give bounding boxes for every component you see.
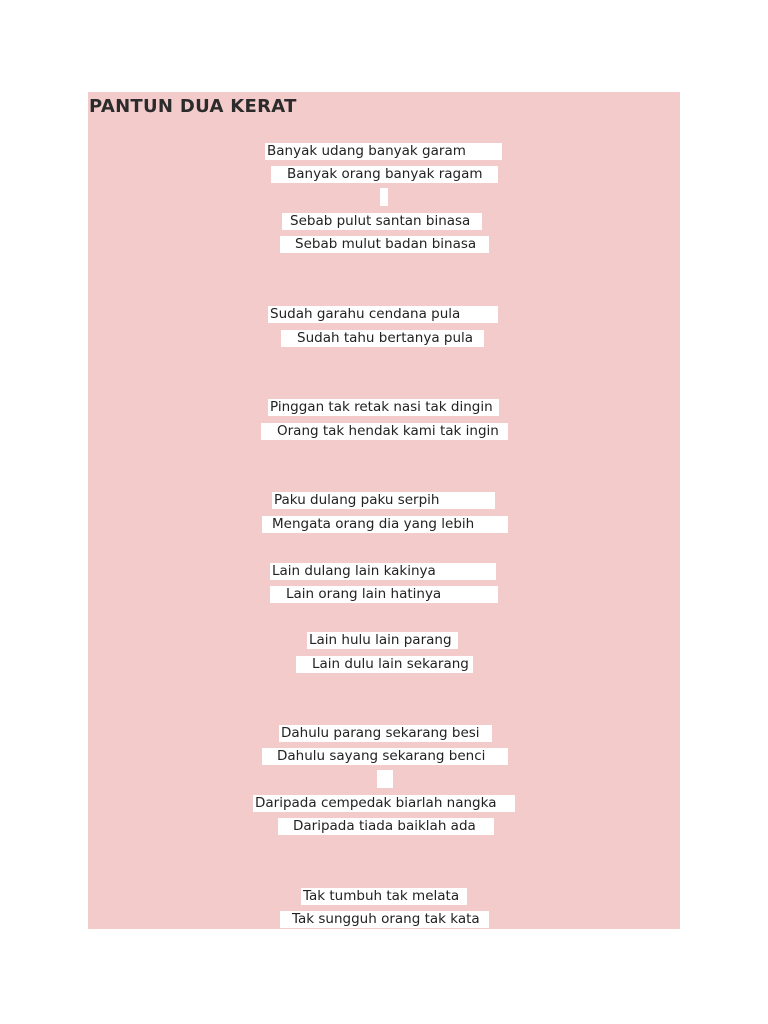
poem-line: Lain orang lain hatinya <box>270 586 498 603</box>
blank-line-marker <box>377 770 393 788</box>
poem-line: Dahulu sayang sekarang benci <box>262 748 508 765</box>
poem-line: Pinggan tak retak nasi tak dingin <box>268 399 499 416</box>
poem-line: Dahulu parang sekarang besi <box>279 725 492 742</box>
poem-line: Sebab pulut santan binasa <box>282 213 482 230</box>
poem-line: Lain hulu lain parang <box>307 632 458 649</box>
poem-line: Banyak udang banyak garam <box>265 143 502 160</box>
document-title: PANTUN DUA KERAT <box>89 96 297 117</box>
poem-line: Lain dulang lain kakinya <box>270 563 496 580</box>
poem-line: Daripada cempedak biarlah nangka <box>253 795 515 812</box>
poem-line: Banyak orang banyak ragam <box>271 166 498 183</box>
poem-line: Mengata orang dia yang lebih <box>262 516 508 533</box>
poem-line: Tak sungguh orang tak kata <box>280 911 489 928</box>
poem-line: Sudah garahu cendana pula <box>268 306 498 323</box>
poem-line: Orang tak hendak kami tak ingin <box>261 423 508 440</box>
poem-line: Lain dulu lain sekarang <box>296 656 473 673</box>
poem-line: Daripada tiada baiklah ada <box>278 818 494 835</box>
poem-line: Paku dulang paku serpih <box>272 492 495 509</box>
poem-line: Sebab mulut badan binasa <box>280 236 489 253</box>
poem-line: Sudah tahu bertanya pula <box>281 330 484 347</box>
blank-line-marker <box>380 188 388 206</box>
poem-line: Tak tumbuh tak melata <box>301 888 467 905</box>
